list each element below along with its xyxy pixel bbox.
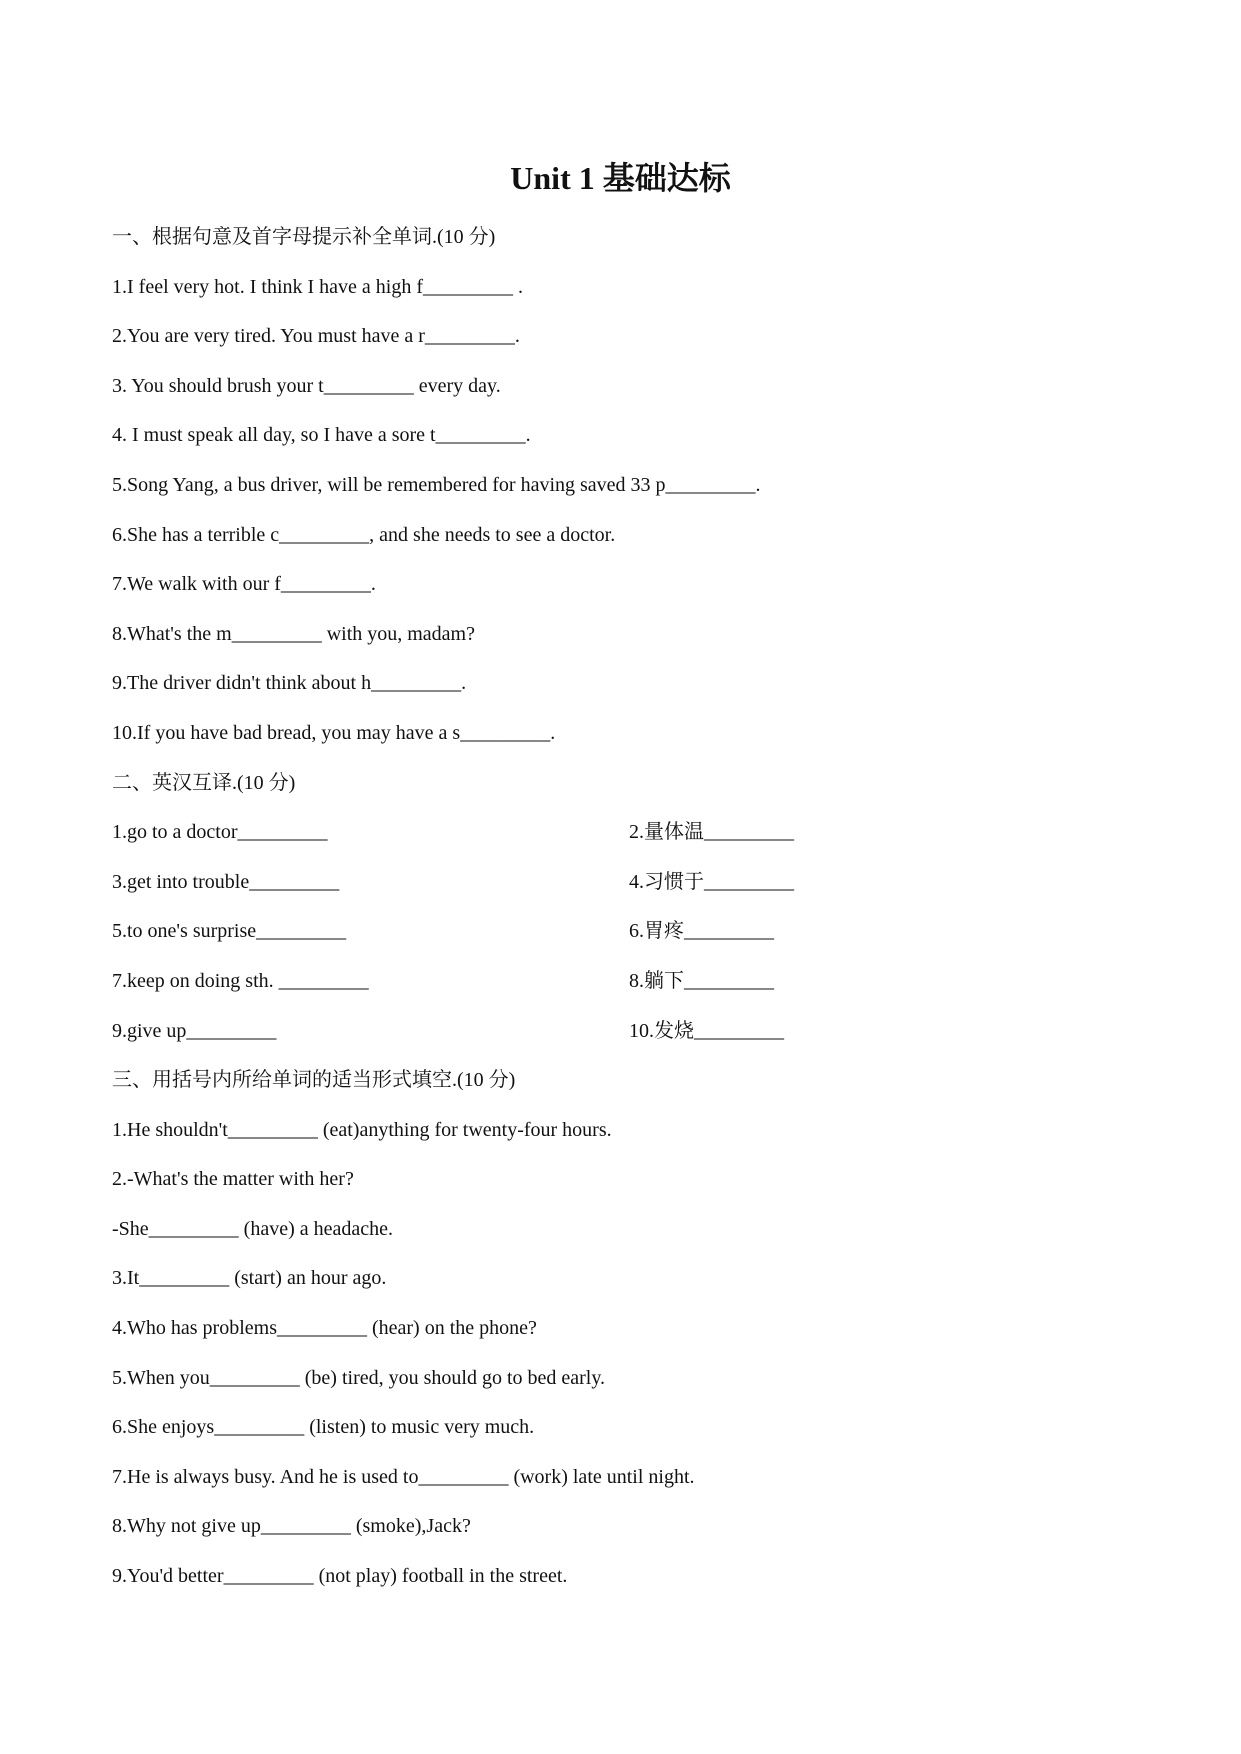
translation-item-right: 2.量体温_________ (629, 821, 794, 844)
translation-item-left: 5.to one's surprise_________ (112, 920, 347, 943)
translation-row (112, 916, 1132, 946)
section-1-item: 1.I feel very hot. I think I have a high f_________ . (112, 275, 524, 298)
section-1-item: 8.What's the m_________ with you, madam? (112, 622, 475, 645)
page-title: Unit 1 基础达标 (510, 160, 731, 196)
translation-item-right: 8.躺下_________ (629, 969, 774, 992)
translation-row (112, 966, 1132, 996)
section-3-item: 4.Who has problems_________ (hear) on the phone? (112, 1317, 537, 1340)
section-3-item: 7.He is always busy. And he is used to_________ (work) late until night. (112, 1465, 695, 1488)
section-1-item: 10.If you have bad bread, you may have a s_________. (112, 721, 556, 744)
translation-item-left: 1.go to a doctor_________ (112, 821, 328, 844)
translation-item-left: 7.keep on doing sth. _________ (112, 969, 369, 992)
translation-item-left: 3.get into trouble_________ (112, 870, 340, 893)
section-3-item: 5.When you_________ (be) tired, you should go to bed early. (112, 1366, 606, 1389)
section-1-item: 2.You are very tired. You must have a r_________. (112, 325, 520, 348)
section-2-heading: 二、英汉互译.(10 分) (112, 771, 296, 794)
section-1-item: 3. You should brush your t_________ every day. (112, 374, 501, 397)
section-1-heading: 一、根据句意及首字母提示补全单词.(10 分) (112, 226, 496, 248)
section-3-heading: 三、用括号内所给单词的适当形式填空.(10 分) (112, 1069, 516, 1092)
section-1-item: 7.We walk with our f_________. (112, 573, 376, 596)
section-1-item: 9.The driver didn't think about h_________. (112, 672, 467, 695)
section-1-item: 4. I must speak all day, so I have a sore t_________. (112, 424, 531, 447)
translation-row (112, 817, 1132, 847)
section-3-item: 3.It_________ (start) an hour ago. (112, 1267, 387, 1290)
section-3-item: -She_________ (have) a headache. (112, 1217, 393, 1240)
section-3-item: 8.Why not give up_________ (smoke),Jack? (112, 1515, 471, 1538)
translation-row (112, 1016, 1132, 1046)
section-3-item: 2.-What's the matter with her? (112, 1168, 354, 1191)
section-3-item: 9.You'd better_________ (not play) football in the street. (112, 1565, 568, 1588)
translation-item-right: 10.发烧_________ (629, 1019, 784, 1042)
section-1-item: 6.She has a terrible c_________, and she needs to see a doctor. (112, 523, 616, 546)
section-1-item: 5.Song Yang, a bus driver, will be remembered for having saved 33 p_________. (112, 473, 761, 496)
translation-item-left: 9.give up_________ (112, 1019, 277, 1042)
section-3-item: 1.He shouldn't_________ (eat)anything for twenty-four hours. (112, 1118, 612, 1141)
translation-row (112, 867, 1132, 897)
translation-item-right: 4.习惯于_________ (629, 870, 794, 893)
section-3-item: 6.She enjoys_________ (listen) to music very much. (112, 1416, 535, 1439)
worksheet-content (112, 222, 1132, 1611)
translation-item-right: 6.胃疼_________ (629, 920, 774, 943)
